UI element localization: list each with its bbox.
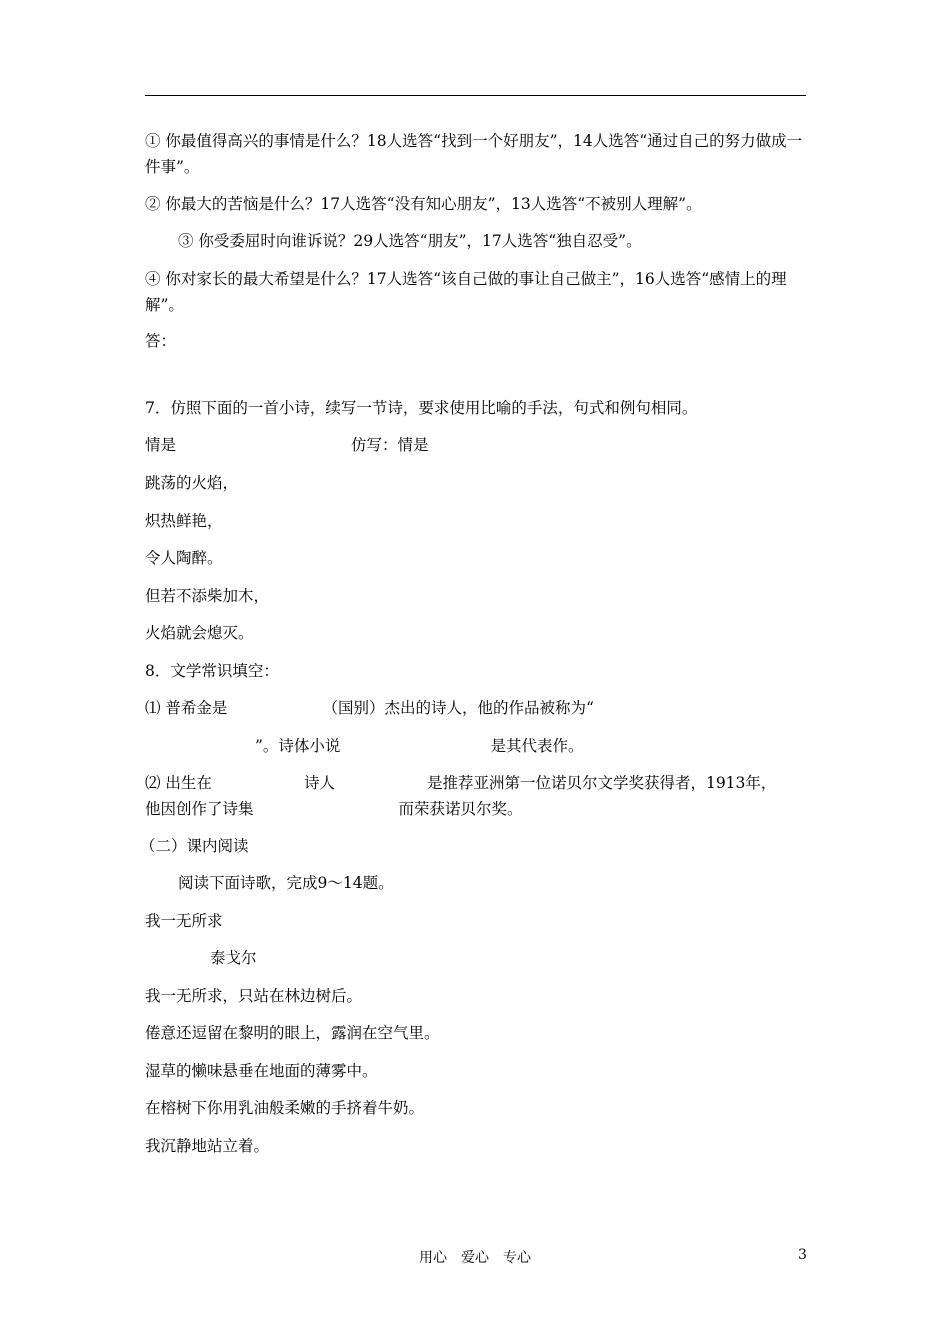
blank-prefix: 他因创作了诗集 [145,800,254,818]
poem-line: 火焰就会熄灭。 [145,624,254,642]
poem-line: 但若不添柴加木， [145,587,270,605]
answer-label: 答： [145,332,177,350]
poem-author: 泰戈尔 [210,949,257,967]
question-7-prompt: 7．仿照下面的一首小诗，续写一节诗，要求使用比喻的手法，句式和例句相同。 [145,399,698,417]
question-7-line1 [145,432,429,458]
blank-suffix: （国别）杰出的诗人，他的作品被称为“ [322,699,594,717]
section-heading: （二）课内阅读 [140,837,249,855]
reading-poem-line: 湿草的懒味悬垂在地面的薄雾中。 [145,1062,378,1080]
blank-suffix: 而荣获诺贝尔奖。 [398,800,523,818]
poem-line: 炽热鲜艳， [145,512,223,530]
reading-instruction: 阅读下面诗歌，完成9～14题。 [178,874,394,892]
poem-line: 跳荡的火焰， [145,474,239,492]
question-8-item-2-cont [145,796,523,822]
survey-item-3: ③ 你受委屈时向谁诉说？29人选答“朋友”，17人选答“独自忍受”。 [178,232,642,250]
reading-poem-line: 我一无所求，只站在林边树后。 [145,987,363,1005]
imitation-label: 仿写：情是 [351,436,429,454]
blank-prefix: ⑵ 出生在 [145,774,212,792]
blank-suffix: 诗人 [303,774,335,792]
question-8-item-2 [145,770,776,796]
page-number: 3 [798,1247,807,1263]
reading-poem-line: 倦意还逗留在黎明的眼上，露润在空气里。 [145,1024,440,1042]
poem-line-start: 情是 [145,436,177,454]
survey-item-1: ① 你最值得高兴的事情是什么？18人选答“找到一个好朋友”，14人选答“通过自己的努力做成一件事”。 [145,132,803,176]
footer-motto: 用心 爱心 专心 [419,1250,531,1266]
reading-poem-line: 我沉静地站立着。 [145,1137,270,1155]
blank-prefix: ⑴ 普希金是 [145,699,228,717]
blank-suffix: 是其代表作。 [490,737,584,755]
question-8-title: 8．文学常识填空： [145,662,279,680]
question-8-item-1-cont [255,733,583,759]
poem-title: 我一无所求 [145,912,223,930]
header-rule [145,95,806,96]
blank-suffix: ”。诗体小说 [255,737,341,755]
blank-suffix: 是推荐亚洲第一位诺贝尔文学奖获得者，1913年， [426,774,777,792]
survey-item-4: ④ 你对家长的最大希望是什么？17人选答“该自己做的事让自己做主”，16人选答“感情上的理解”。 [145,270,787,314]
survey-item-2: ② 你最大的苦恼是什么？17人选答“没有知心朋友”，13人选答“不被别人理解”。 [145,195,702,213]
question-8-item-1 [145,695,594,721]
poem-line: 令人陶醉。 [145,549,223,567]
reading-poem-line: 在榕树下你用乳油般柔嫩的手挤着牛奶。 [145,1099,425,1117]
